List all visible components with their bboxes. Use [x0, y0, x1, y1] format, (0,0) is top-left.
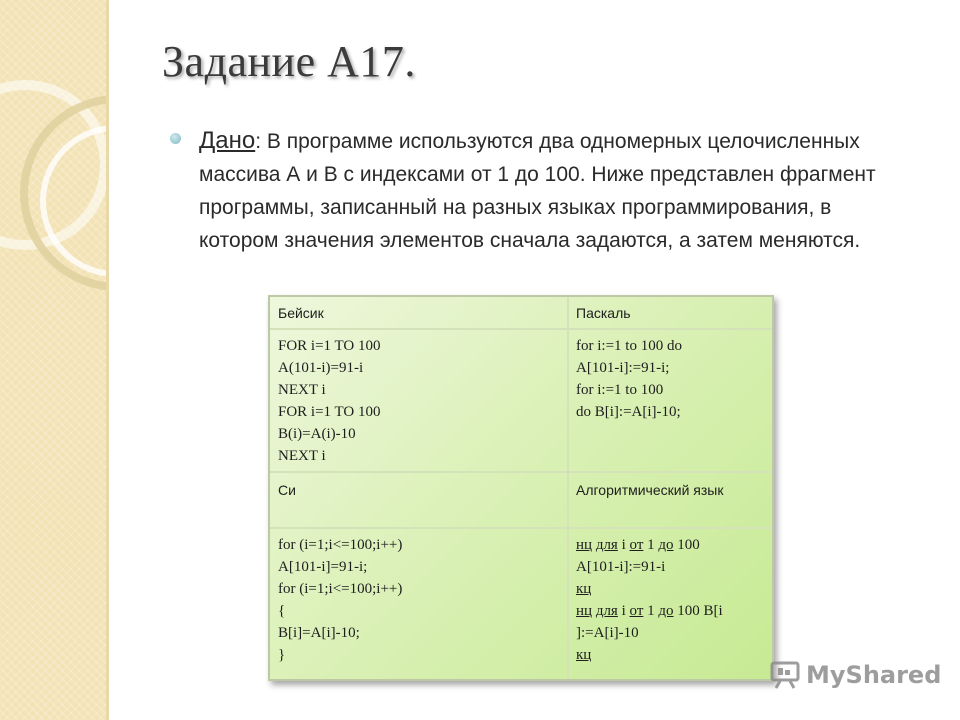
code-line: for i:=1 to 100 do — [576, 338, 682, 354]
header-algorithmic: Алгоритмический язык — [576, 482, 724, 498]
code-token: 1 — [643, 603, 659, 619]
paragraph-colon: : — [255, 130, 262, 153]
keyword: до — [658, 537, 674, 553]
keyword: нц — [576, 537, 593, 553]
code-token: i — [617, 537, 630, 553]
code-line: A[101-i]:=91-i; — [576, 360, 670, 376]
table-row — [270, 473, 772, 527]
code-line: A[101-i]:=91-i — [576, 559, 666, 575]
code-line: NEXT i — [278, 382, 326, 398]
code-token: 100 B[i — [673, 603, 723, 619]
keyword: от — [629, 603, 644, 619]
code-line: NEXT i — [278, 448, 326, 464]
header-pascal: Паскаль — [576, 305, 631, 321]
watermark-logo — [770, 657, 941, 693]
strip-edge — [106, 0, 109, 720]
code-line: for i:=1 to 100 — [576, 382, 664, 398]
code-line: ]:=A[i]-10 — [576, 625, 639, 641]
header-basic: Бейсик — [278, 305, 324, 321]
keyword: кц — [576, 581, 592, 597]
decorative-side-strip — [0, 0, 108, 720]
basic-code — [270, 330, 568, 472]
keyword: для — [595, 603, 618, 619]
table-row — [270, 330, 772, 471]
keyword: для — [595, 537, 618, 553]
code-line: FOR i=1 TO 100 — [278, 338, 381, 354]
table-row — [270, 297, 772, 328]
paragraph-text: В программе используются два одномерных целочисленных массива А и В с индексами от 1 до 100. Ниже представлен фрагмент программы, записанный на разных языках программирования, в котором значения элементов сначала задаются, а затем меняются. — [199, 130, 876, 252]
code-line: A[101-i]=91-i; — [278, 559, 368, 575]
c-code — [270, 529, 568, 671]
code-line: for (i=1;i<=100;i++) — [278, 537, 403, 553]
slide-title: Задание А17. — [162, 37, 416, 86]
code-line: FOR i=1 TO 100 — [278, 404, 381, 420]
code-token: 1 — [643, 537, 659, 553]
header-c: Си — [278, 482, 296, 498]
keyword: до — [658, 603, 674, 619]
code-line — [576, 534, 764, 556]
pascal-code — [568, 330, 772, 428]
keyword: от — [629, 537, 644, 553]
projector-icon — [770, 660, 800, 690]
code-line: { — [278, 603, 286, 619]
bullet-icon — [170, 133, 181, 144]
code-line: A(101-i)=91-i — [278, 360, 364, 376]
keyword: кц — [576, 647, 592, 663]
algorithmic-code — [568, 529, 772, 671]
code-line: do B[i]:=A[i]-10; — [576, 404, 681, 420]
paragraph-lead: Дано — [199, 127, 256, 154]
code-line: B[i]=A[i]-10; — [278, 625, 360, 641]
code-table — [268, 295, 774, 681]
code-line — [576, 600, 764, 622]
code-line: for (i=1;i<=100;i++) — [278, 581, 403, 597]
keyword: нц — [576, 603, 593, 619]
code-line: B(i)=A(i)-10 — [278, 426, 356, 442]
code-token: 100 — [673, 537, 700, 553]
watermark-text: MyShared — [806, 661, 942, 689]
table-row — [270, 529, 772, 679]
code-token: i — [617, 603, 630, 619]
task-paragraph — [199, 124, 899, 257]
code-line: } — [278, 647, 286, 663]
